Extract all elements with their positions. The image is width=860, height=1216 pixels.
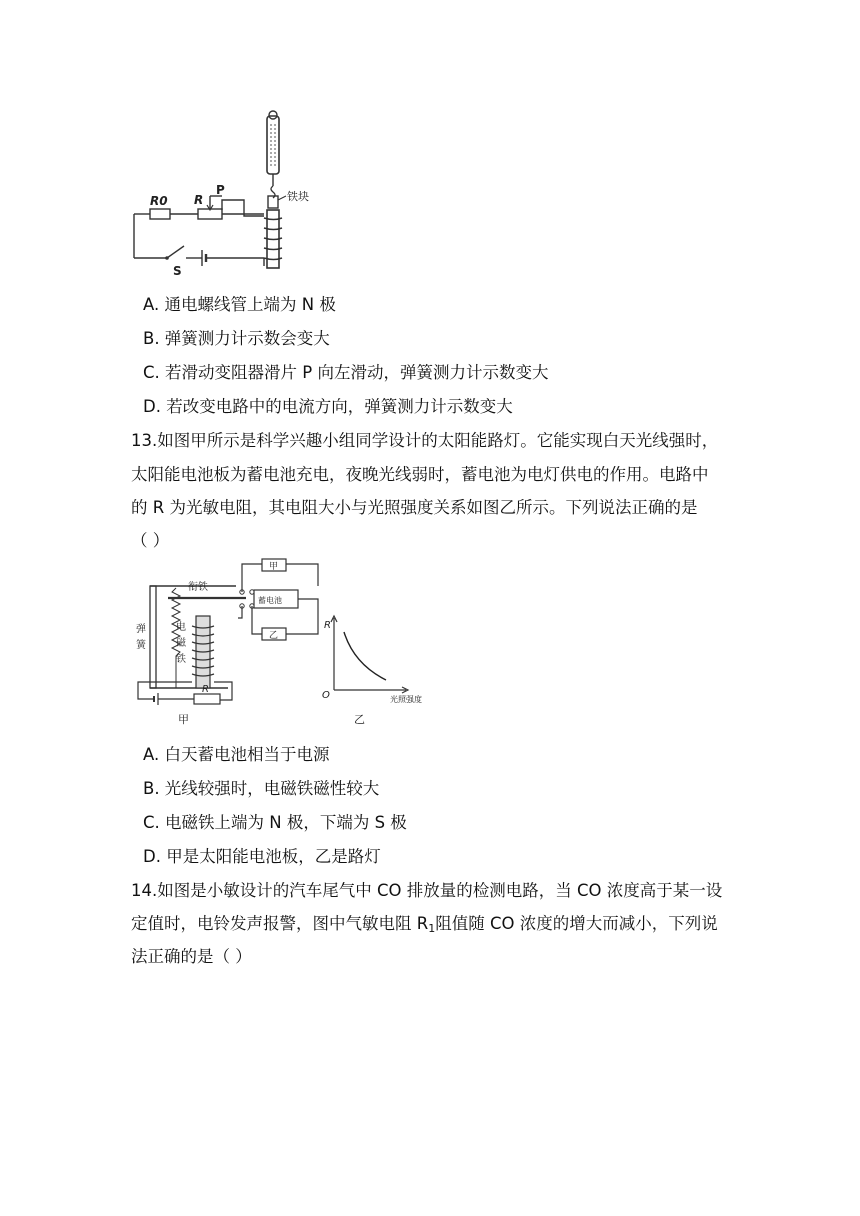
q14-line-2-after: 阻值随 CO 浓度的增大而减小，下列说 — [435, 914, 718, 933]
relay-frame — [150, 586, 156, 688]
r0-label: R0 — [150, 194, 168, 208]
p-label: P — [216, 183, 225, 197]
jia-box-label: 甲 — [269, 562, 279, 572]
q12-option-b: B. 弹簧测力计示数会变大 — [143, 329, 330, 348]
spring-scale-body — [267, 116, 279, 174]
electromagnet-label-2: 磁 — [176, 638, 186, 649]
photoresistor-r — [194, 694, 220, 704]
q12-option-a: A. 通电螺线管上端为 N 极 — [143, 295, 336, 314]
q13-stem-line-2: 太阳能电池板为蓄电池充电，夜晚光线弱时，蓄电池为电灯供电的作用。电路中 — [131, 465, 709, 484]
figure-yi-caption: 乙 — [354, 713, 365, 726]
storage-battery-label: 蓄电池 — [258, 596, 282, 605]
spring-label-2: 簧 — [136, 640, 146, 651]
q13-option-d: D. 甲是太阳能电池板，乙是路灯 — [143, 847, 381, 866]
graph-origin-label: O — [322, 690, 330, 701]
graph-y-label: R — [324, 620, 331, 631]
s-label: S — [173, 264, 182, 278]
switch-s — [167, 246, 184, 258]
graph-x-label: 光照强度 — [390, 695, 422, 704]
electromagnet-spring-scale-figure — [128, 110, 318, 280]
q13-option-b: B. 光线较强时，电磁铁磁性较大 — [143, 779, 380, 798]
relay-circuit-and-graph — [128, 556, 448, 726]
q13-option-c: C. 电磁铁上端为 N 极，下端为 S 极 — [143, 813, 407, 832]
q12-option-c: C. 若滑动变阻器滑片 P 向左滑动，弹簧测力计示数变大 — [143, 363, 549, 382]
figure-jia-caption: 甲 — [178, 713, 189, 726]
q13-stem-line-3: 的 R 为光敏电阻，其电阻大小与光照强度关系如图乙所示。下列说法正确的是 — [131, 498, 698, 517]
photoresistor-label: R — [202, 684, 209, 695]
iron-block-label: 铁块 — [287, 190, 309, 203]
armature-label: 衔铁 — [188, 582, 208, 593]
q14-line-2-before: 定值时，电铃发声报警，图中气敏电阻 R — [131, 914, 429, 933]
q13-option-a: A. 白天蓄电池相当于电源 — [143, 745, 330, 764]
q14-stem-line-2 — [131, 913, 718, 935]
q13-stem-line-1: 13.如图甲所示是科学兴趣小组同学设计的太阳能路灯。它能实现白天光线强时， — [131, 431, 719, 450]
spring-scale-ring — [269, 111, 277, 119]
electromagnet-label-1: 电 — [176, 622, 186, 633]
resistor-r0 — [150, 209, 170, 219]
r-label: R — [194, 193, 204, 207]
q14-stem-line-3: 法正确的是（ ） — [131, 947, 252, 966]
spring-label-1: 弹 — [136, 624, 146, 635]
r1-subscript: 1 — [428, 922, 436, 935]
electromagnet-label-3: 铁 — [176, 654, 186, 665]
q13-stem-line-4: （ ） — [131, 531, 170, 550]
q14-stem-line-1: 14.如图是小敏设计的汽车尾气中 CO 排放量的检测电路，当 CO 浓度高于某一设 — [131, 881, 723, 900]
circuit-diagram — [128, 110, 318, 280]
solar-streetlight-figure — [128, 556, 448, 726]
graph-curve — [344, 632, 386, 680]
yi-box-label: 乙 — [269, 631, 279, 641]
q12-option-d: D. 若改变电路中的电流方向，弹簧测力计示数变大 — [143, 397, 513, 416]
